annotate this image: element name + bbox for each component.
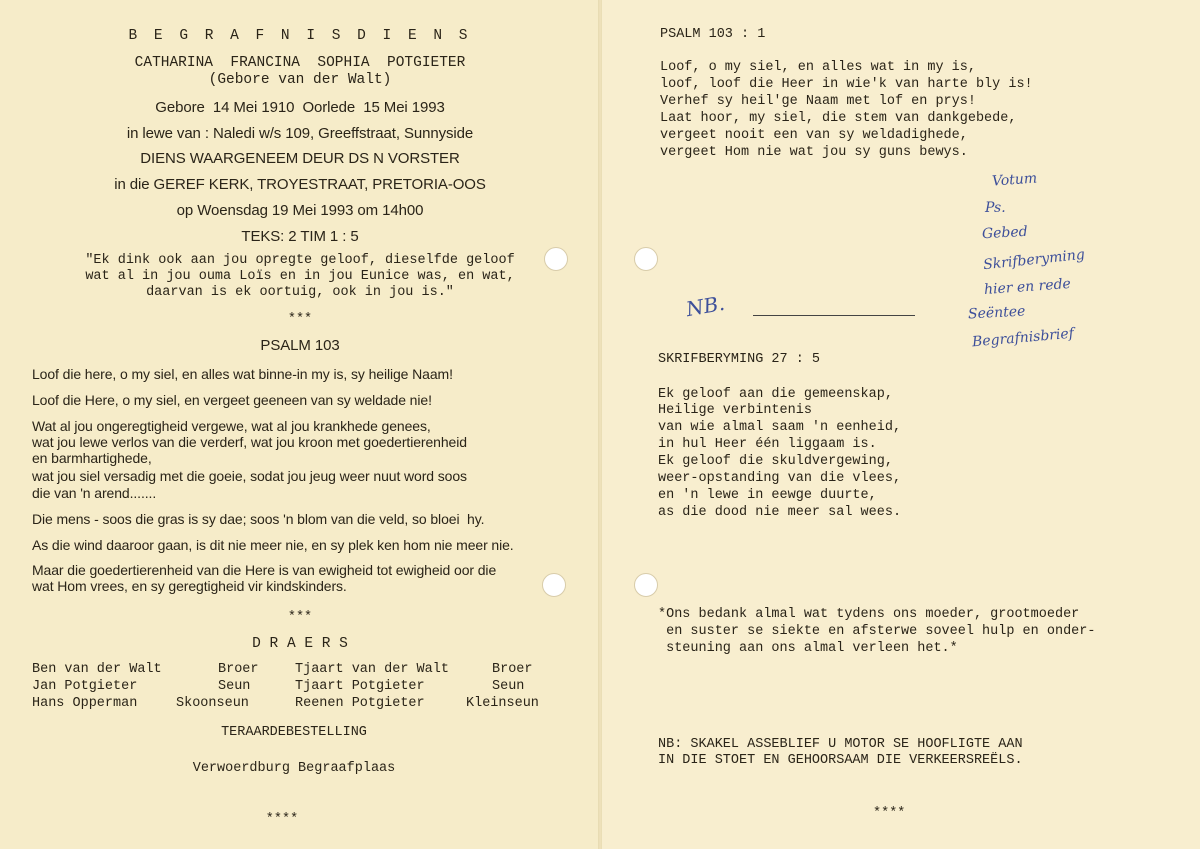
bearer-name: Reenen Potgieter xyxy=(295,696,425,711)
blank-line xyxy=(753,315,915,316)
handwritten-note: Votum xyxy=(991,170,1038,190)
punch-hole xyxy=(634,247,658,271)
deceased-name: CATHARINA FRANCINA SOPHIA POTGIETER xyxy=(134,55,466,71)
address-line: in lewe van : Naledi w/s 109, Greeffstraat, Sunnyside xyxy=(126,125,474,142)
psalm-line: Verhef sy heil'ge Naam met lof en prys! xyxy=(660,94,976,109)
right-page xyxy=(600,0,1200,849)
punch-hole xyxy=(542,573,566,597)
handwritten-note: Seëntee xyxy=(967,303,1026,323)
cemetery-name: Verwoerdburg Begraafplaas xyxy=(192,761,396,776)
quote-line: "Ek dink ook aan jou opregte geloof, dieselfde geloof xyxy=(85,253,515,268)
psalm-line: wat Hom vrees, en sy geregtigheid vir kindskinders. xyxy=(32,578,347,594)
end-mark: **** xyxy=(265,812,299,827)
sermon-text-ref: TEKS: 2 TIM 1 : 5 xyxy=(241,228,359,245)
quote-line: daarvan is ek oortuig, ook in jou is." xyxy=(146,285,454,300)
bearer-name: Tjaart van der Walt xyxy=(295,662,449,677)
punch-hole xyxy=(544,247,568,271)
psalm-line: loof, loof die Heer in wie'k van harte bly is! xyxy=(660,77,1033,92)
psalm-line: die van 'n arend....... xyxy=(32,485,157,501)
psalm-line: vergeet nooit een van sy weldadighede, xyxy=(660,128,968,143)
handwritten-note: Ps. xyxy=(985,200,1006,216)
handwritten-note: Gebed xyxy=(981,223,1029,243)
bearer-relation: Skoonseun xyxy=(176,696,249,711)
service-title: B E G R A F N I S D I E N S xyxy=(128,28,472,44)
page-fold xyxy=(598,0,602,849)
hymn-line: van wie almal saam 'n eenheid, xyxy=(658,420,902,435)
bearer-relation: Kleinseun xyxy=(466,696,539,711)
thanks-line: *Ons bedank almal wat tydens ons moeder, grootmoeder xyxy=(658,607,1080,622)
psalm-line: Loof, o my siel, en alles wat in my is, xyxy=(660,60,976,75)
maiden-name: (Gebore van der Walt) xyxy=(208,72,392,88)
handwritten-nb: NB. xyxy=(684,290,727,322)
bearer-relation: Broer xyxy=(492,662,533,677)
thanks-line: en suster se siekte en afsterwe soveel hulp en onder- xyxy=(658,624,1096,639)
service-time: op Woensdag 19 Mei 1993 om 14h00 xyxy=(176,202,424,219)
psalm-line: Laat hoor, my siel, die stem van dankgebede, xyxy=(660,111,1017,126)
bearer-name: Ben van der Walt xyxy=(32,662,162,677)
bearer-relation: Seun xyxy=(492,679,525,694)
separator: *** xyxy=(287,610,313,625)
handwritten-note: Skrifberyming xyxy=(982,246,1086,274)
psalm-title: PSALM 103 xyxy=(260,337,340,354)
life-dates: Gebore 14 Mei 1910 Oorlede 15 Mei 1993 xyxy=(155,99,445,116)
bearer-relation: Seun xyxy=(218,679,251,694)
hymn-line: Ek geloof die skuldvergewing, xyxy=(658,454,893,469)
end-mark: **** xyxy=(873,806,906,821)
hymn-line: Ek geloof aan die gemeenskap, xyxy=(658,387,893,402)
psalm-line: wat jou siel versadig met die goeie, sodat jou jeug weer nuut word soos xyxy=(32,468,467,484)
hymn-line: en 'n lewe in eewge duurte, xyxy=(658,488,877,503)
handwritten-note: hier en rede xyxy=(983,275,1072,299)
bearer-name: Tjaart Potgieter xyxy=(295,679,425,694)
psalm-line: Die mens - soos die gras is sy dae; soos 'n blom van die veld, so bloei hy. xyxy=(32,511,485,527)
notice-line: NB: SKAKEL ASSEBLIEF U MOTOR SE HOOFLIGTE AAN xyxy=(658,737,1023,752)
notice-line: IN DIE STOET EN GEHOORSAAM DIE VERKEERSREËLS. xyxy=(658,753,1023,768)
hymn-line: in hul Heer één liggaam is. xyxy=(658,437,877,452)
psalm-line: Loof die Here, o my siel, en vergeet geeneen van sy weldade nie! xyxy=(32,392,432,408)
quote-line: wat al in jou ouma Loïs en in jou Eunice was, en wat, xyxy=(85,269,515,284)
psalm-line: Wat al jou ongeregtigheid vergewe, wat al jou krankhede genees, xyxy=(32,418,431,434)
skrifberyming-title: SKRIFBERYMING 27 : 5 xyxy=(658,352,821,367)
psalm-line: Loof die here, o my siel, en alles wat binne-in my is, sy heilige Naam! xyxy=(32,366,453,382)
psalm-line: vergeet Hom nie wat jou sy guns bewys. xyxy=(660,145,968,160)
minister-line: DIENS WAARGENEEM DEUR DS N VORSTER xyxy=(140,150,460,167)
hymn-line: weer-opstanding van die vlees, xyxy=(658,471,902,486)
bearers-title: D R A E R S xyxy=(252,636,348,652)
hymn-line: as die dood nie meer sal wees. xyxy=(658,505,902,520)
psalm-title: PSALM 103 : 1 xyxy=(660,27,766,42)
psalm-line: en barmhartighede, xyxy=(32,450,152,466)
bearer-relation: Broer xyxy=(218,662,259,677)
psalm-line: Maar die goedertierenheid van die Here is van ewigheid tot ewigheid oor die xyxy=(32,562,497,578)
punch-hole xyxy=(634,573,658,597)
church-line: in die GEREF KERK, TROYESTRAAT, PRETORIA-OOS xyxy=(114,176,486,193)
psalm-line: wat jou lewe verlos van die verderf, wat jou kroon met goedertierenheid xyxy=(32,434,467,450)
hymn-line: Heilige verbintenis xyxy=(658,403,812,418)
handwritten-note: Begrafnisbrief xyxy=(971,325,1075,351)
separator: *** xyxy=(287,312,313,327)
bearer-name: Hans Opperman xyxy=(32,696,138,711)
thanks-line: steuning aan ons almal verleen het.* xyxy=(658,641,958,656)
psalm-line: As die wind daaroor gaan, is dit nie meer nie, en sy plek ken hom nie meer nie. xyxy=(32,537,514,553)
burial-title: TERAARDEBESTELLING xyxy=(221,725,367,740)
bearer-name: Jan Potgieter xyxy=(32,679,138,694)
